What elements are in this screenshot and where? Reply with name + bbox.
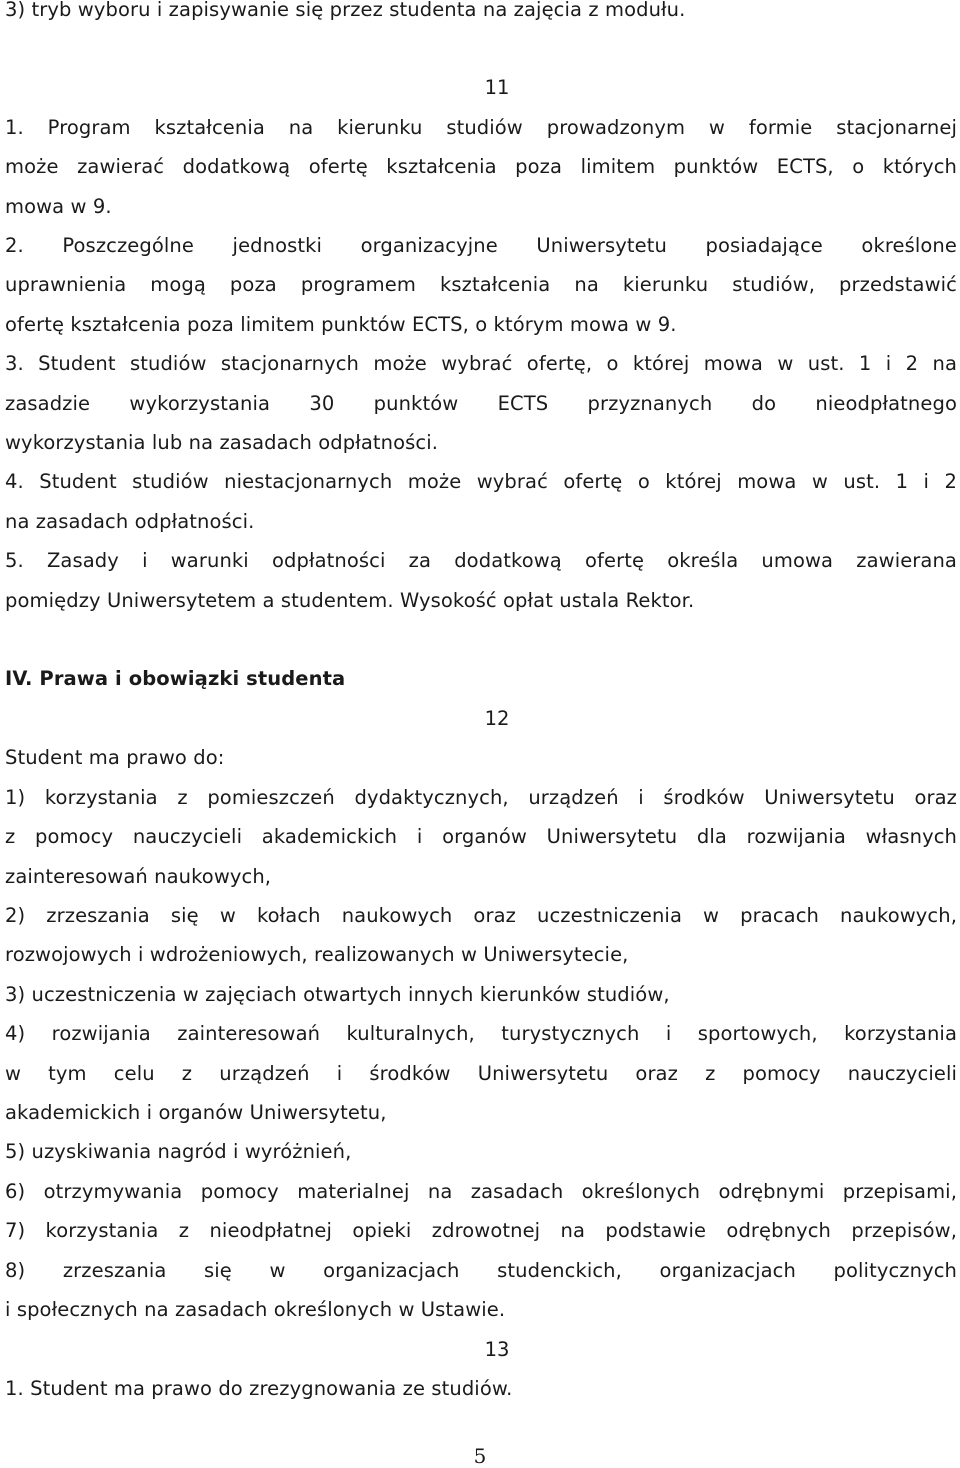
text-line: 4) rozwijania zainteresowań kulturalnych, turystycznych i sportowych, korzystania: [5, 1022, 957, 1045]
text-line: 1. Program kształcenia na kierunku studiów prowadzonym w formie stacjonarnej: [5, 116, 957, 139]
text-line: w tym celu z urządzeń i środków Uniwersytetu oraz z pomocy nauczycieli: [5, 1062, 957, 1085]
text-line: 5. Zasady i warunki odpłatności za dodatkową ofertę określa umowa zawierana: [5, 549, 957, 572]
text-line: ofertę kształcenia poza limitem punktów ECTS, o którym mowa w 9.: [5, 313, 677, 336]
text-line: na zasadach odpłatności.: [5, 510, 255, 533]
text-line: zasadzie wykorzystania 30 punktów ECTS przyznanych do nieodpłatnego: [5, 392, 957, 415]
text-line: pomiędzy Uniwersytetem a studentem. Wysokość opłat ustala Rektor.: [5, 589, 695, 612]
text-line: i społecznych na zasadach określonych w Ustawie.: [5, 1298, 506, 1321]
page-number: 5: [473, 1444, 487, 1468]
text-line: może zawierać dodatkową ofertę kształcenia poza limitem punktów ECTS, o których: [5, 155, 957, 178]
text-line: 1. Student ma prawo do zrezygnowania ze studiów.: [5, 1377, 513, 1400]
text-line: Student ma prawo do:: [5, 746, 225, 769]
text-line: 5) uzyskiwania nagród i wyróżnień,: [5, 1140, 352, 1163]
text-line: 2. Poszczególne jednostki organizacyjne Uniwersytetu posiadające określone: [5, 234, 957, 257]
text-line: wykorzystania lub na zasadach odpłatności.: [5, 431, 439, 454]
section-heading-11: 11: [484, 76, 510, 99]
text-line: 4. Student studiów niestacjonarnych może wybrać ofertę o której mowa w ust. 1 i 2: [5, 470, 957, 493]
section-heading-12: 12: [484, 707, 510, 730]
text-line: 8) zrzeszania się w organizacjach studenckich, organizacjach politycznych: [5, 1259, 957, 1282]
text-line: 2) zrzeszania się w kołach naukowych oraz uczestniczenia w pracach naukowych,: [5, 904, 957, 927]
text-line: z pomocy nauczycieli akademickich i organów Uniwersytetu dla rozwijania własnych: [5, 825, 957, 848]
text-line: 7) korzystania z nieodpłatnej opieki zdrowotnej na podstawie odrębnych przepisów,: [5, 1219, 957, 1242]
text-line: 3) tryb wyboru i zapisywanie się przez studenta na zajęcia z modułu.: [5, 0, 686, 21]
text-line: 6) otrzymywania pomocy materialnej na zasadach określonych odrębnymi przepisami,: [5, 1180, 957, 1203]
text-line: uprawnienia mogą poza programem kształcenia na kierunku studiów, przedstawić: [5, 273, 957, 296]
text-line: rozwojowych i wdrożeniowych, realizowanych w Uniwersytecie,: [5, 943, 629, 966]
chapter-heading: IV. Prawa i obowiązki studenta: [5, 667, 346, 690]
text-line: 1) korzystania z pomieszczeń dydaktycznych, urządzeń i środków Uniwersytetu oraz: [5, 786, 957, 809]
text-line: akademickich i organów Uniwersytetu,: [5, 1101, 387, 1124]
text-line: 3. Student studiów stacjonarnych może wybrać ofertę, o której mowa w ust. 1 i 2 na: [5, 352, 957, 375]
text-line: mowa w 9.: [5, 195, 112, 218]
text-line: 3) uczestniczenia w zajęciach otwartych innych kierunków studiów,: [5, 983, 670, 1006]
text-line: zainteresowań naukowych,: [5, 865, 272, 888]
section-heading-13: 13: [484, 1338, 510, 1361]
